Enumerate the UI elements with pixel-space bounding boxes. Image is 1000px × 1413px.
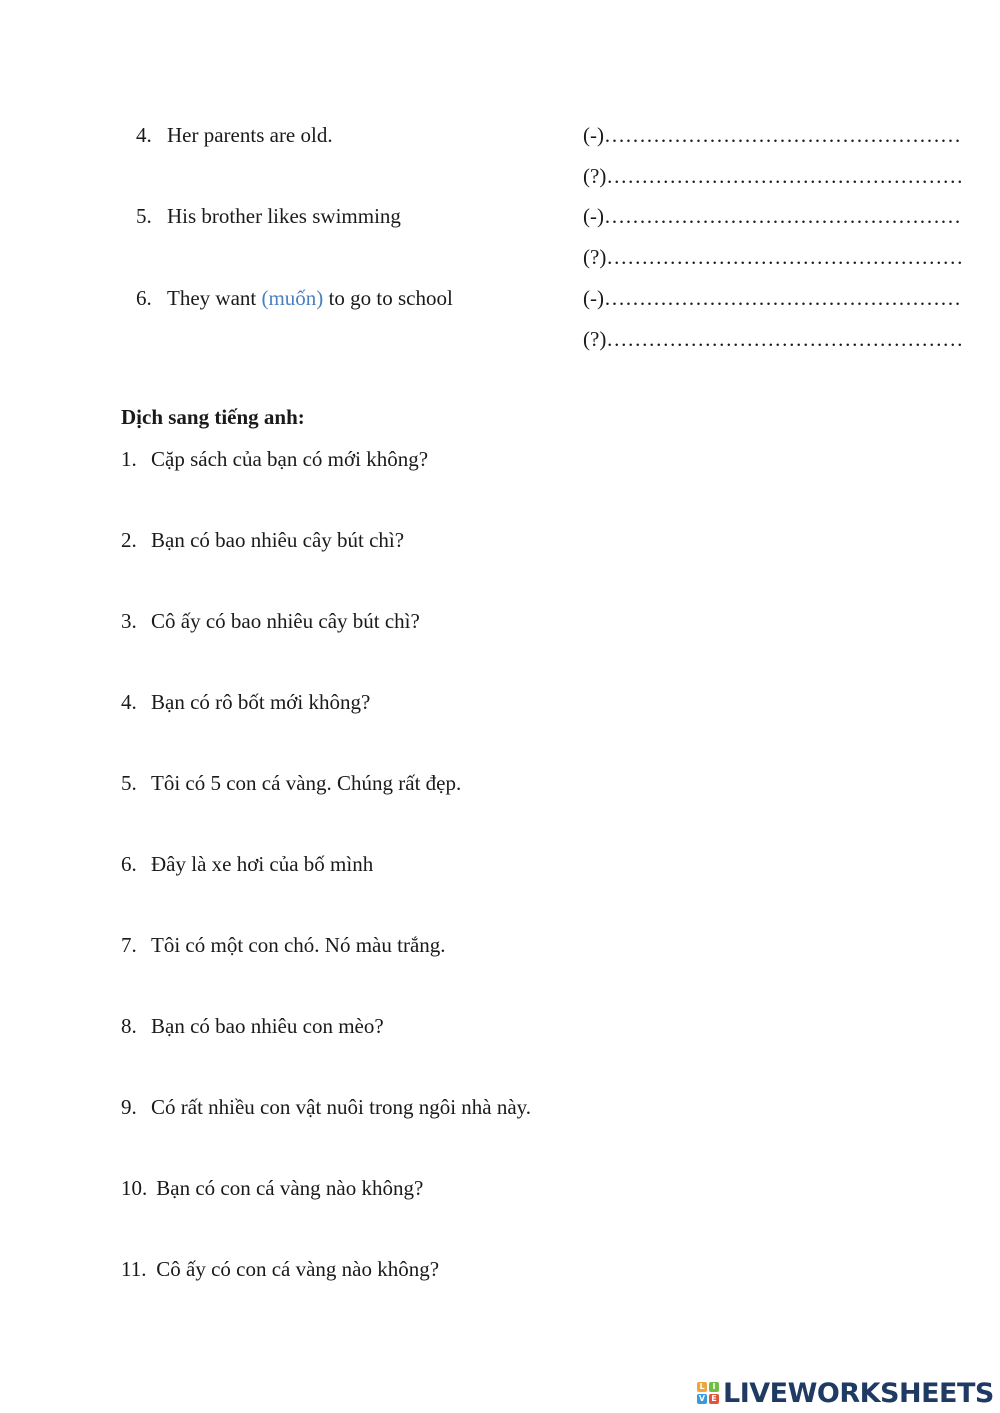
translation-item [121,609,420,634]
item-number: 5. [136,204,152,228]
item-text: Bạn có con cá vàng nào không? [156,1176,424,1200]
item-number: 6. [136,286,152,310]
logo-tile-l: L [697,1382,707,1392]
section-title: Dịch sang tiếng anh: [121,405,305,429]
item-text: Tôi có một con chó. Nó màu trắng. [151,933,446,957]
translation-item [121,447,428,472]
item-number: 1. [121,447,137,471]
transform-item-4-question [0,164,1000,192]
question-answer-line[interactable]: (?)…………………………………………… [583,327,964,351]
item-text: Có rất nhiều con vật nuôi trong ngôi nhà này. [151,1095,532,1119]
question-answer-line[interactable]: (?)…………………………………………… [583,245,964,269]
transform-item-6-question [0,327,1000,355]
logo-tile-e: E [709,1394,719,1404]
negative-answer-line[interactable]: (-)…………………………………………… [583,204,961,228]
item-text: Tôi có 5 con cá vàng. Chúng rất đẹp. [151,771,462,795]
item-text: Cô ấy có bao nhiêu cây bút chì? [151,609,420,633]
item-sentence: Her parents are old. [167,123,333,147]
sentence-start: They want [167,286,257,310]
logo-tile-i: I [709,1382,719,1392]
translation-item [121,1257,439,1282]
liveworksheets-logo [697,1376,994,1410]
item-number: 9. [121,1095,137,1119]
item-text: Đây là xe hơi của bố mình [151,852,374,876]
transform-item-5 [0,204,1000,232]
item-number: 8. [121,1014,137,1038]
item-number: 11. [121,1257,147,1281]
logo-icon [697,1382,719,1404]
item-number: 2. [121,528,137,552]
transform-item-4 [0,123,1000,151]
negative-answer-line[interactable]: (-)…………………………………………… [583,123,961,147]
translation-item [121,1014,384,1039]
question-answer-line[interactable]: (?)…………………………………………… [583,164,964,188]
item-number: 10. [121,1176,148,1200]
item-number: 6. [121,852,137,876]
logo-text: LIVEWORKSHEETS [723,1377,994,1409]
item-number: 3. [121,609,137,633]
transform-item-5-question [0,245,1000,273]
translation-item [121,690,370,715]
item-text: Cặp sách của bạn có mới không? [151,447,429,471]
vietnamese-hint: (muốn) [261,286,324,310]
item-number: 5. [121,771,137,795]
item-number: 4. [136,123,152,147]
transform-item-6 [0,286,1000,314]
item-text: Bạn có bao nhiêu con mèo? [151,1014,384,1038]
negative-answer-line[interactable]: (-)…………………………………………… [583,286,961,310]
translation-item [121,852,373,877]
sentence-end: to go to school [328,286,453,310]
translation-item [121,771,461,796]
item-sentence: His brother likes swimming [167,204,401,228]
translation-item [121,933,446,958]
item-sentence [167,286,453,311]
translation-item [121,1176,423,1201]
translation-item [121,1095,531,1120]
item-text: Bạn có rô bốt mới không? [151,690,371,714]
item-number: 7. [121,933,137,957]
item-number: 4. [121,690,137,714]
translation-item [121,528,404,553]
logo-tile-v: V [698,1394,706,1403]
item-text: Bạn có bao nhiêu cây bút chì? [151,528,405,552]
item-text: Cô ấy có con cá vàng nào không? [156,1257,440,1281]
